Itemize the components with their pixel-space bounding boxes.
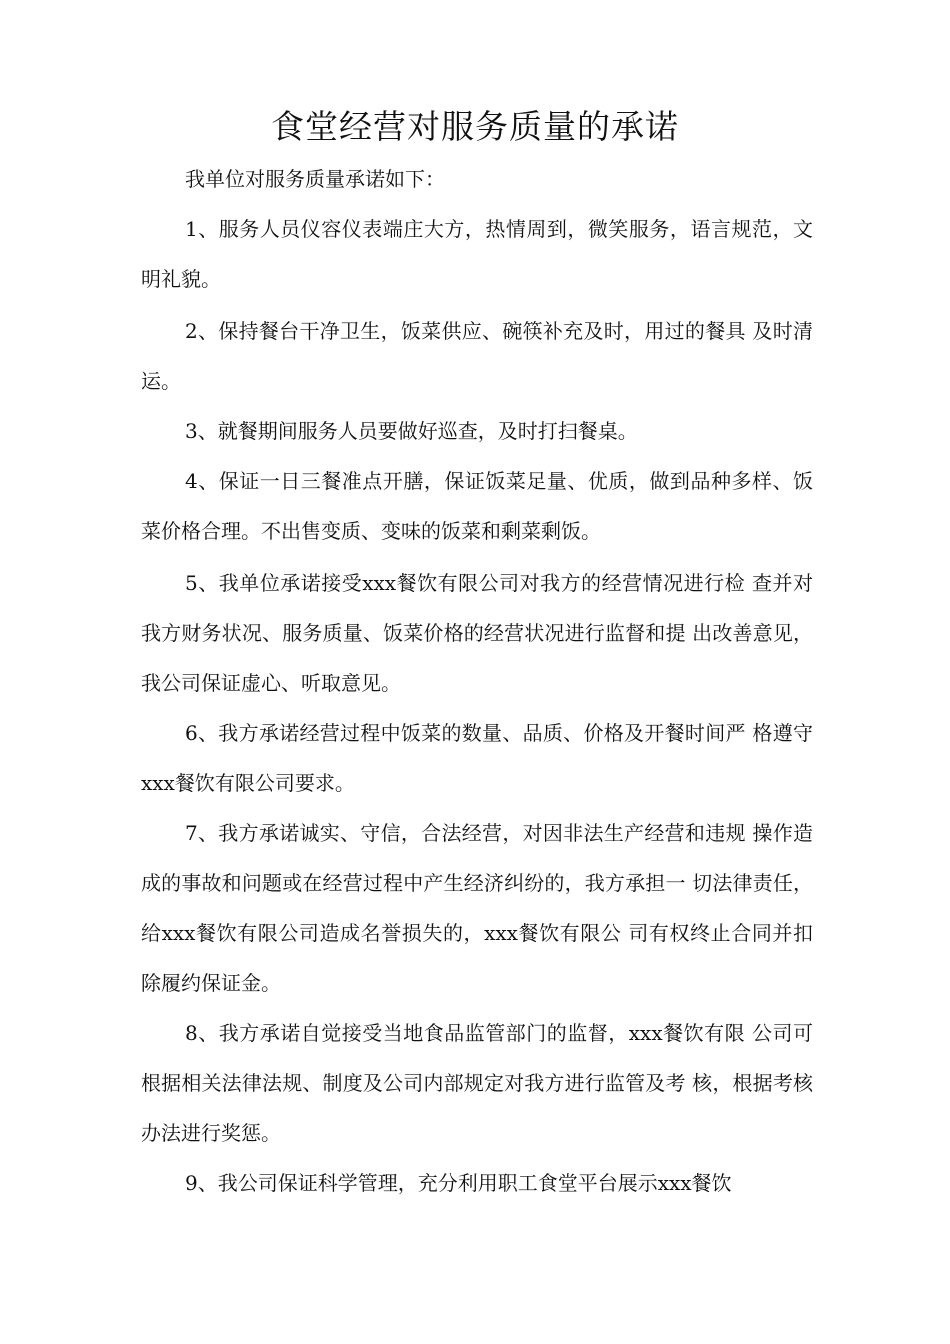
- intro-paragraph: 我单位对服务质量承诺如下：: [185, 167, 445, 191]
- commitment-item-9: 9、我公司保证科学管理，充分利用职工食堂平台展示xxx餐饮: [185, 1171, 732, 1195]
- commitment-item-8: 8、我方承诺自觉接受当地食品监管部门的监督，xxx餐饮有限 公司可根据相关法律法规、制度及公司内部规定对我方进行监管及考 核，根据考核办法进行奖惩。: [141, 1021, 813, 1145]
- document-title: 食堂经营对服务质量的承诺: [271, 107, 679, 146]
- commitment-item-2: 2、保持餐台干净卫生，饭菜供应、碗筷补充及时，用过的餐具 及时清运。: [141, 319, 813, 393]
- commitment-item-3: 3、就餐期间服务人员要做好巡查，及时打扫餐桌。: [185, 419, 638, 443]
- commitment-item-1: 1、服务人员仪容仪表端庄大方，热情周到，微笑服务，语言规范，文明礼貌。: [141, 217, 813, 291]
- commitment-item-6: 6、我方承诺经营过程中饭菜的数量、品质、价格及开餐时间严 格遵守xxx餐饮有限公司要求。: [141, 721, 813, 795]
- commitment-item-7: 7、我方承诺诚实、守信，合法经营，对因非法生产经营和违规 操作造成的事故和问题或在经营过程中产生经济纠纷的，我方承担一 切法律责任，给xxx餐饮有限公司造成名誉损失的，xxx餐饮有限公 司有权终止合同并扣除履约保证金。: [141, 821, 813, 995]
- commitment-item-5: 5、我单位承诺接受xxx餐饮有限公司对我方的经营情况进行检 查并对我方财务状况、服务质量、饭菜价格的经营状况进行监督和提 出改善意见，我公司保证虚心、听取意见。: [141, 571, 813, 695]
- commitment-item-4: 4、保证一日三餐准点开膳，保证饭菜足量、优质，做到品种多样、饭菜价格合理。不出售变质、变味的饭菜和剩菜剩饭。: [141, 469, 813, 543]
